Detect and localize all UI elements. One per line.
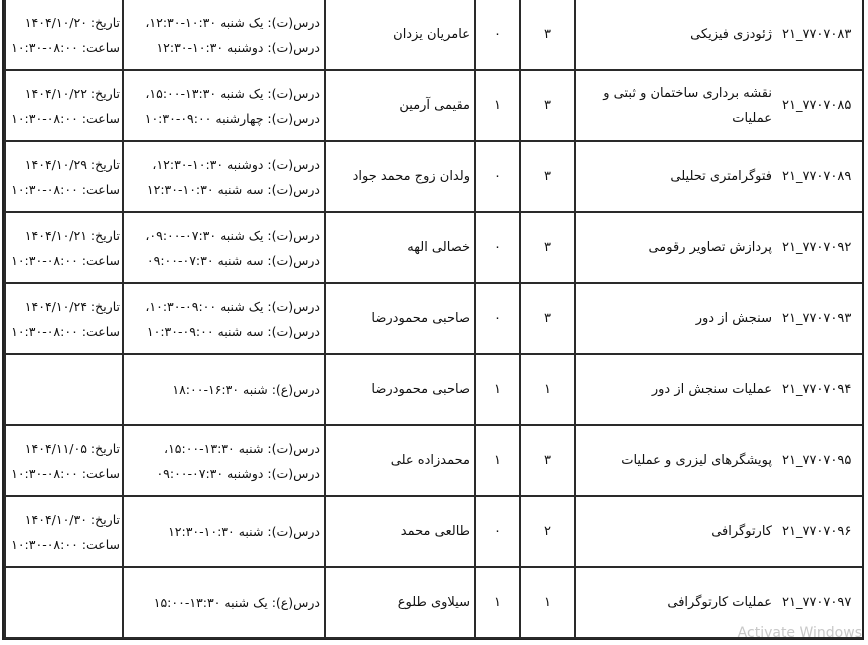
course-schedule-line: درس(ت): چهارشنبه ۰۹:۰۰-۱۰:۳۰	[144, 110, 320, 126]
course-group	[474, 142, 519, 211]
course-teacher	[324, 213, 474, 282]
course-title	[574, 355, 776, 424]
course-title	[574, 71, 776, 140]
course-title-text: پردازش تصاویر رقومی	[648, 240, 772, 255]
course-exam	[4, 497, 122, 566]
course-title-text: نقشه برداری ساختمان و ثبتی و عملیات	[603, 85, 772, 126]
table-row	[4, 497, 862, 568]
course-exam-line: تاریخ: ۱۴۰۴/۱۰/۲۱	[24, 227, 120, 243]
course-group-text: ۱	[494, 382, 501, 397]
course-teacher-text: طالعی محمد	[400, 524, 470, 539]
course-code	[776, 284, 862, 353]
course-credits-text: ۱	[544, 595, 551, 610]
table-row	[4, 426, 862, 497]
course-exam-line: ساعت: ۰۸:۰۰-۱۰:۳۰	[11, 252, 120, 268]
course-exam	[4, 0, 122, 69]
course-title-text: سنجش از دور	[695, 311, 772, 326]
course-credits	[519, 497, 574, 566]
course-schedule-line: درس(ت): سه شنبه ۰۷:۳۰-۰۹:۰۰	[146, 252, 320, 268]
course-schedule-line: درس(ت): دوشنبه ۱۰:۳۰-۱۲:۳۰	[156, 39, 320, 55]
course-credits	[519, 568, 574, 637]
course-teacher-text: صاحبی محمودرضا	[371, 382, 470, 397]
course-exam	[4, 142, 122, 211]
course-schedule-line: درس(ت): شنبه ۱۰:۳۰-۱۲:۳۰	[168, 524, 320, 539]
course-title-text: عملیات سنجش از دور	[651, 382, 772, 397]
course-teacher-text: مقیمی آرمین	[399, 98, 470, 113]
course-exam-line: تاریخ: ۱۴۰۴/۱۰/۲۲	[24, 85, 120, 101]
course-schedule-line: درس(ت): یک شنبه ۱۳:۳۰-۱۵:۰۰،	[145, 85, 320, 101]
course-group	[474, 426, 519, 495]
course-credits	[519, 71, 574, 140]
table-row	[4, 568, 862, 639]
course-teacher	[324, 355, 474, 424]
course-group	[474, 0, 519, 69]
course-code-text: ۲۱_۷۷۰۷۰۹۶	[782, 524, 852, 539]
course-credits-text: ۳	[544, 98, 551, 113]
course-teacher	[324, 142, 474, 211]
course-group-text: ۰	[494, 524, 501, 539]
course-code-text: ۲۱_۷۷۰۷۰۹۷	[782, 595, 852, 610]
course-title	[574, 497, 776, 566]
course-schedule	[122, 284, 324, 353]
course-title-text: کارتوگرافی	[711, 524, 772, 539]
course-exam-line: ساعت: ۰۸:۰۰-۱۰:۳۰	[11, 39, 120, 55]
course-schedule-line: درس(ت): دوشنبه ۰۷:۳۰-۰۹:۰۰	[156, 465, 320, 481]
course-exam-line: تاریخ: ۱۴۰۴/۱۰/۲۹	[24, 156, 120, 172]
course-credits	[519, 142, 574, 211]
course-code-text: ۲۱_۷۷۰۷۰۹۳	[782, 311, 852, 326]
course-group-text: ۱	[494, 453, 501, 468]
course-exam-line: تاریخ: ۱۴۰۴/۱۱/۰۵	[24, 440, 120, 456]
course-credits	[519, 426, 574, 495]
course-code	[776, 0, 862, 69]
table-row	[4, 355, 862, 426]
course-teacher	[324, 0, 474, 69]
course-exam-line: تاریخ: ۱۴۰۴/۱۰/۲۴	[24, 298, 120, 314]
course-title-text: فتوگرامتری تحلیلی	[670, 169, 772, 184]
course-credits-text: ۲	[544, 524, 551, 539]
course-group	[474, 213, 519, 282]
course-exam	[4, 568, 122, 637]
course-code	[776, 213, 862, 282]
course-schedule-line: درس(ت): سه شنبه ۱۰:۳۰-۱۲:۳۰	[146, 181, 320, 197]
course-credits-text: ۳	[544, 453, 551, 468]
course-group	[474, 71, 519, 140]
course-exam	[4, 284, 122, 353]
course-teacher-text: سیلاوی طلوع	[397, 595, 470, 610]
course-code	[776, 71, 862, 140]
course-teacher-text: صاحبی محمودرضا	[371, 311, 470, 326]
course-credits-text: ۱	[544, 382, 551, 397]
course-group-text: ۰	[494, 240, 501, 255]
course-title	[574, 426, 776, 495]
course-exam	[4, 355, 122, 424]
course-code	[776, 142, 862, 211]
course-code	[776, 355, 862, 424]
course-group-text: ۰	[494, 169, 501, 184]
course-teacher-text: خصالی الهه	[407, 240, 470, 255]
course-credits-text: ۳	[544, 240, 551, 255]
course-schedule	[122, 568, 324, 637]
course-credits-text: ۳	[544, 169, 551, 184]
course-exam-line: تاریخ: ۱۴۰۴/۱۰/۳۰	[24, 511, 120, 527]
course-group	[474, 355, 519, 424]
course-exam-line: تاریخ: ۱۴۰۴/۱۰/۲۰	[24, 14, 120, 30]
course-exam-line: ساعت: ۰۸:۰۰-۱۰:۳۰	[11, 110, 120, 126]
table-row	[4, 284, 862, 355]
course-title	[574, 213, 776, 282]
table-row	[4, 213, 862, 284]
course-schedule	[122, 0, 324, 69]
course-teacher-text: ولدان زوج محمد جواد	[352, 169, 470, 184]
course-credits	[519, 284, 574, 353]
course-teacher-text: محمدزاده علی	[390, 453, 470, 468]
course-code-text: ۲۱_۷۷۰۷۰۹۵	[782, 453, 852, 468]
course-teacher	[324, 568, 474, 637]
course-title	[574, 142, 776, 211]
course-schedule-line: درس(ت): شنبه ۱۳:۳۰-۱۵:۰۰،	[164, 440, 320, 456]
course-title	[574, 0, 776, 69]
course-schedule-line: درس(ع): یک شنبه ۱۳:۳۰-۱۵:۰۰	[153, 595, 320, 610]
course-code-text: ۲۱_۷۷۰۷۰۹۲	[782, 240, 852, 255]
course-code-text: ۲۱_۷۷۰۷۰۸۳	[782, 27, 852, 42]
course-credits-text: ۳	[544, 311, 551, 326]
course-group	[474, 568, 519, 637]
course-group	[474, 497, 519, 566]
course-schedule	[122, 142, 324, 211]
course-exam	[4, 71, 122, 140]
course-title	[574, 284, 776, 353]
course-code-text: ۲۱_۷۷۰۷۰۸۵	[782, 98, 852, 113]
course-table	[2, 0, 864, 640]
course-exam-line: ساعت: ۰۸:۰۰-۱۰:۳۰	[11, 536, 120, 552]
course-schedule	[122, 71, 324, 140]
course-group-text: ۱	[494, 595, 501, 610]
course-exam-line: ساعت: ۰۸:۰۰-۱۰:۳۰	[11, 465, 120, 481]
course-schedule	[122, 355, 324, 424]
course-schedule-line: درس(ت): یک شنبه ۱۰:۳۰-۱۲:۳۰،	[145, 14, 320, 30]
course-credits	[519, 355, 574, 424]
course-credits	[519, 213, 574, 282]
course-group-text: ۰	[494, 311, 501, 326]
course-schedule	[122, 497, 324, 566]
course-schedule-line: درس(ت): یک شنبه ۰۷:۳۰-۰۹:۰۰،	[145, 227, 320, 243]
course-exam	[4, 426, 122, 495]
course-credits	[519, 0, 574, 69]
course-group-text: ۰	[494, 27, 501, 42]
course-exam	[4, 213, 122, 282]
course-group-text: ۱	[494, 98, 501, 113]
course-schedule	[122, 213, 324, 282]
course-code	[776, 497, 862, 566]
course-schedule-line: درس(ع): شنبه ۱۶:۳۰-۱۸:۰۰	[172, 382, 320, 397]
course-group	[474, 284, 519, 353]
course-schedule-line: درس(ت): سه شنبه ۰۹:۰۰-۱۰:۳۰	[146, 323, 320, 339]
course-teacher	[324, 426, 474, 495]
course-schedule	[122, 426, 324, 495]
course-code-text: ۲۱_۷۷۰۷۰۹۴	[782, 382, 852, 397]
course-exam-line: ساعت: ۰۸:۰۰-۱۰:۳۰	[11, 181, 120, 197]
course-teacher	[324, 284, 474, 353]
course-title-text: ژئودزی فیزیکی	[690, 27, 772, 42]
course-exam-line: ساعت: ۰۸:۰۰-۱۰:۳۰	[11, 323, 120, 339]
course-credits-text: ۳	[544, 27, 551, 42]
course-teacher-text: عامریان یزدان	[393, 27, 470, 42]
course-teacher	[324, 71, 474, 140]
course-title-text: عملیات کارتوگرافی	[667, 595, 772, 610]
table-row	[4, 71, 862, 142]
activate-windows-watermark: Activate Windows	[737, 625, 862, 641]
course-schedule-line: درس(ت): دوشنبه ۱۰:۳۰-۱۲:۳۰،	[152, 156, 320, 172]
course-title-text: پویشگرهای لیزری و عملیات	[621, 453, 772, 468]
table-row	[4, 0, 862, 71]
table-row	[4, 142, 862, 213]
course-teacher	[324, 497, 474, 566]
course-code-text: ۲۱_۷۷۰۷۰۸۹	[782, 169, 852, 184]
course-schedule-line: درس(ت): یک شنبه ۰۹:۰۰-۱۰:۳۰،	[145, 298, 320, 314]
course-code	[776, 426, 862, 495]
